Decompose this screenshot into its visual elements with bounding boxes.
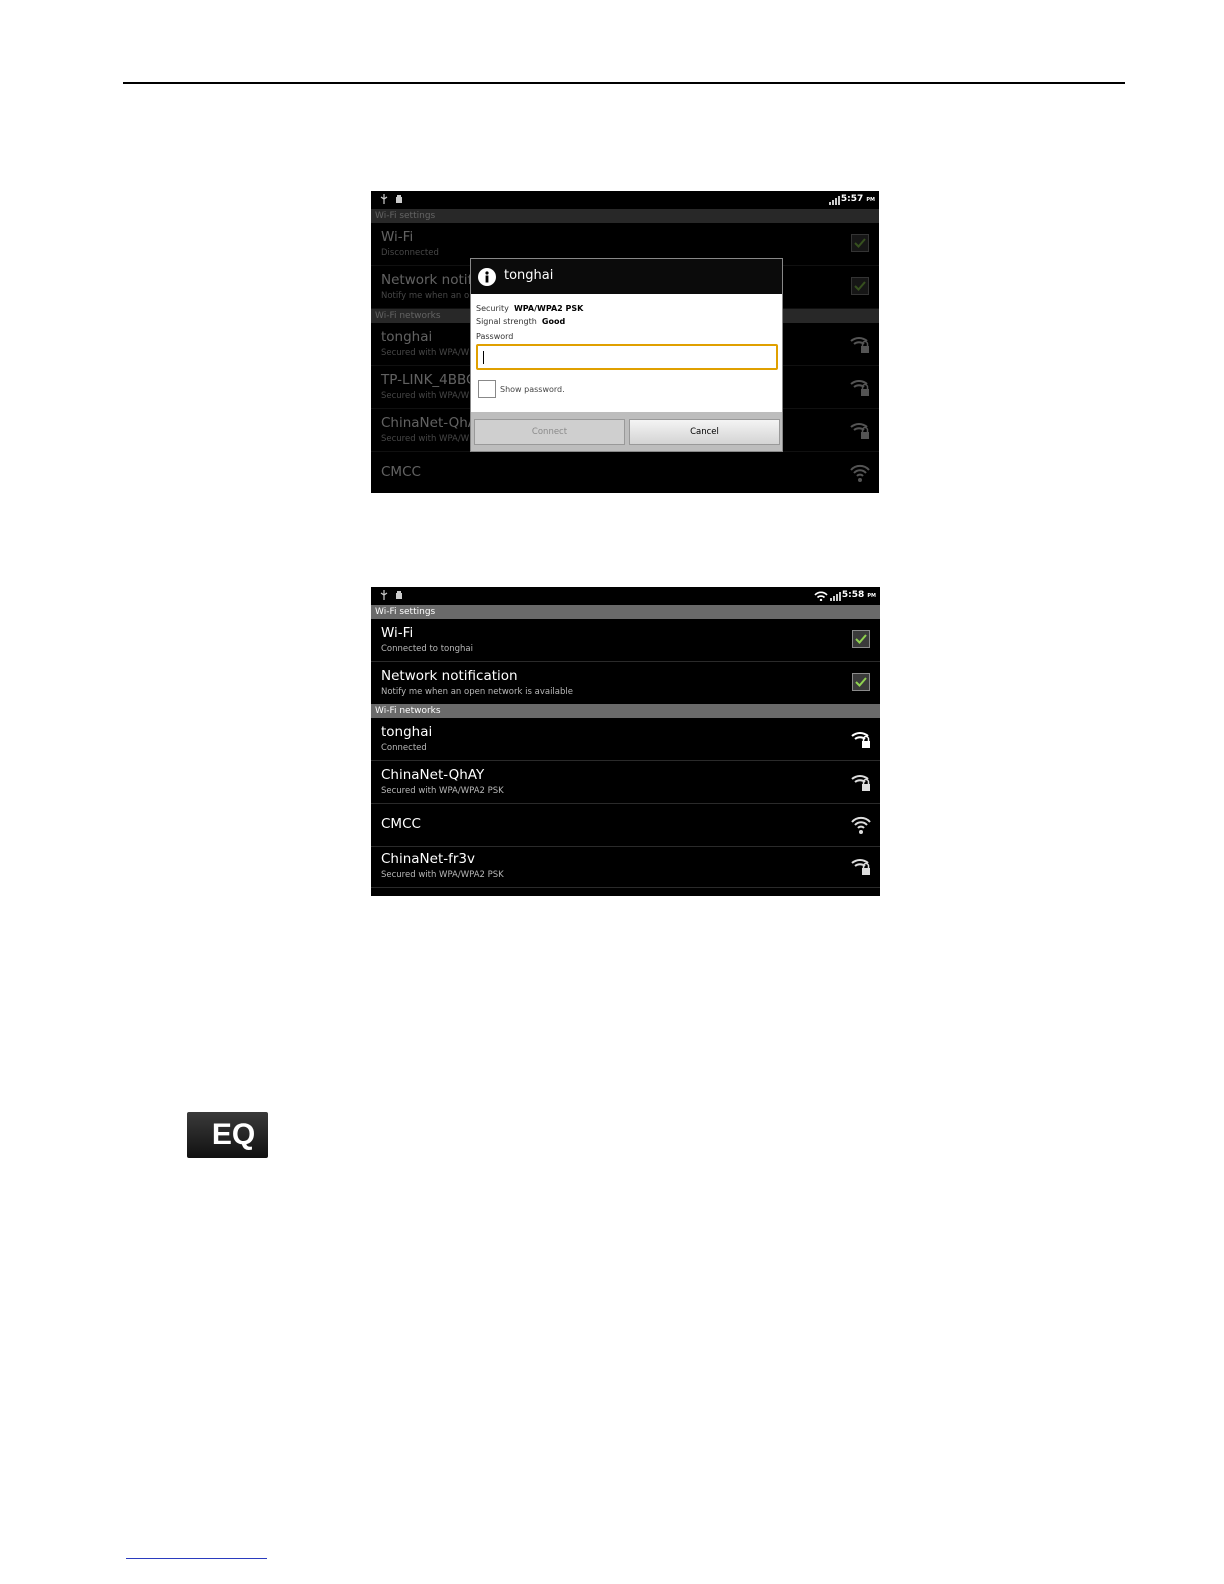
wifi-password-dialog [470,258,783,452]
network-notification-row[interactable] [371,662,880,705]
network-name: CMCC [381,816,421,832]
show-password-label: Show password. [500,385,565,394]
network-status: Secured with WPA/WPA2 PSK [381,870,504,880]
signal-icon [830,591,842,601]
usb-icon [379,194,389,204]
security-line: Security WPA/WPA2 PSK [476,304,584,313]
notification-checkbox[interactable] [852,673,870,691]
wifi-locked-icon [850,855,872,877]
network-name: ChinaNet-fr3v [381,851,476,867]
wifi-open-icon [850,814,872,836]
wifi-status-icon [814,591,828,601]
wifi-locked-icon [850,771,872,793]
dialog-header [471,259,782,294]
wifi-connected-screenshot [371,587,880,896]
wifi-toggle-row[interactable] [371,619,880,662]
usb-icon [379,590,389,600]
network-status: Secured with WPA/WPA2 PSK [381,786,504,796]
notification-title: Network notification [381,668,518,684]
eq-icon: EQ [187,1112,268,1158]
section-header-wifi-settings: Wi-Fi settings [371,605,880,619]
wifi-checkbox[interactable] [852,630,870,648]
dialog-button-bar [471,412,782,451]
status-bar [371,191,879,209]
footnote-rule [126,1558,267,1559]
wifi-password-dialog-screenshot [371,191,879,493]
password-label: Password [476,332,514,341]
network-row[interactable] [371,761,880,804]
signal-icon [829,195,841,205]
status-time: 5:57 PM [840,194,875,204]
network-name: ChinaNet-QhAY [381,767,485,783]
status-bar [371,587,880,605]
cancel-button[interactable]: Cancel [629,419,780,445]
dialog-title: tonghai [504,268,554,283]
network-status: Connected [381,743,427,753]
wifi-locked-icon [850,728,872,750]
notification-subtitle: Notify me when an open network is available [381,687,573,697]
top-rule [123,82,1125,84]
network-row[interactable] [371,845,880,888]
password-input[interactable] [476,344,778,370]
info-icon [478,268,496,286]
network-row[interactable] [371,718,880,761]
android-debug-icon [394,590,404,600]
check-icon [855,633,867,645]
check-icon [855,676,867,688]
status-time: 5:58 PM [841,590,876,600]
signal-strength-line: Signal strength Good [476,317,566,326]
network-row[interactable] [371,804,880,847]
section-header-wifi-networks: Wi-Fi networks [371,704,880,718]
connect-button[interactable]: Connect [474,419,625,445]
wifi-subtitle: Connected to tonghai [381,644,473,654]
wifi-title: Wi-Fi [381,625,414,641]
network-name: tonghai [381,724,433,740]
show-password-checkbox[interactable] [478,380,496,398]
text-cursor [483,351,484,364]
android-debug-icon [394,194,404,204]
